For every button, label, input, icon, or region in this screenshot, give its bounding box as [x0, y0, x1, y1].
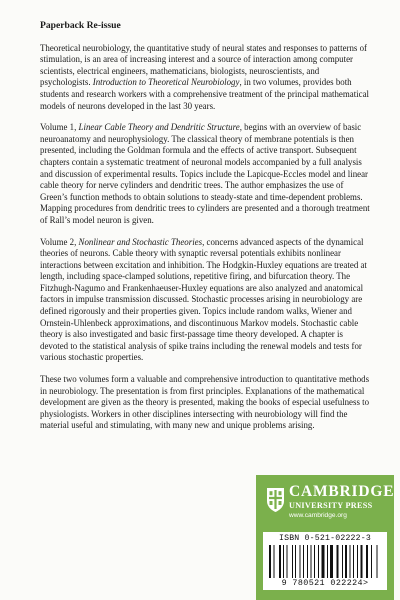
reissue-heading: Paperback Re-issue [40, 20, 121, 31]
barcode-bar [330, 545, 333, 578]
blurb-paragraph [40, 43, 370, 113]
blurb-text [40, 20, 370, 442]
barcode-bar [342, 545, 343, 578]
barcode-bar [322, 545, 325, 578]
barcode-bar [377, 545, 378, 578]
publisher-name: CAMBRIDGE [289, 483, 395, 500]
barcode-bar [350, 545, 351, 578]
barcode-bar [345, 545, 347, 578]
barcode-label [263, 532, 387, 590]
paragraph-text: These two volumes form a valuable and comprehensive introduction to quantitative methods in neurobiology. The presentation is from first principles. Explanations of the mathematical development are given as the theory is presented, making the books of especial usefulness to physiologists. Workers in other disciplines intersecting with neurobiology will find the material useful and stimulating, with many new and unique problems arising. [40, 374, 370, 431]
paragraph-text: , in two volumes, provides both students and research workers with a comprehensive treatment of the principal mathematical models of neurons developed in the last 30 years. [40, 77, 369, 111]
book-title-text: Linear Cable Theory and Dendritic Structure [78, 122, 240, 133]
barcode-bar [303, 545, 304, 578]
paragraph-text: , concerns advanced aspects of the dynamical theories of neurons. Cable theory with synaptic reversal potentials exhibits nonlinear interactions between excitation and inhibition. The Hodgkin-Huxley equations are treated at length, including space-clamped solutions, repetitive firing, and bifurcation theory. The Fitzhugh-Nagumo and Frankenhaeuser-Huxley equations are also analyzed and anatomical factors in impulse transmission discussed. Stochastic processes arising in neurobiology are defined rigorously and their properties given. Topics include random walks, Wiener and Ornstein-Uhlenbeck approximations, and discontinuous Markov models. Stochastic cable theory is also investigated and basic first-passage time theory developed. A chapter is devoted to the statistical analysis of spike trains including the renewal models and tests for various stochastic properties. [40, 236, 367, 363]
publisher-url: www.cambridge.org [289, 512, 347, 519]
barcode-bar [269, 545, 271, 578]
barcode-bar [292, 545, 293, 578]
barcode-bar [366, 545, 368, 578]
barcode-bar [327, 545, 328, 578]
barcode-bar [300, 545, 301, 578]
blurb-paragraph [40, 374, 370, 432]
barcode-addon-mark: > [362, 578, 369, 588]
blurb-paragraph [40, 122, 370, 226]
paragraph-text: Volume 2, [40, 236, 79, 247]
book-title-text: Introduction to Theoretical Neurobiology [92, 77, 240, 88]
barcode-bar [371, 545, 372, 578]
barcode-bar [311, 545, 312, 578]
blurb-paragraph [40, 237, 370, 365]
barcode-bar [279, 545, 281, 578]
blurb-paragraphs [40, 43, 370, 432]
publisher-subname: UNIVERSITY PRESS [289, 501, 373, 510]
barcode-bar [274, 545, 275, 578]
paragraph-text: Volume 1, [40, 122, 79, 133]
barcode-bars [269, 545, 381, 578]
barcode-bar [353, 545, 354, 578]
paragraph-text: , begins with an overview of basic neuroanatomy and neurophysiology. The classical theory of membrane potentials is then presented, including the Goldman formula and the effects of active transport. Subsequent chapters contain a systematic treatment of neuronal models accompanied by a full analysis and discussion of experimental results. Topics include the Lapicque-Eccles model and linear cable theory for nerve cylinders and dendritic trees. The author emphasizes the use of Green’s function methods to obtain solutions to steady-state and time-dependent problems. Mapping procedures from dendritic trees to cylinders are presented and a thorough treatment of Rall’s model neuron is given. [40, 122, 370, 225]
cambridge-shield-icon [266, 487, 285, 513]
barcode-digits [263, 578, 387, 588]
barcode-bar [318, 545, 319, 578]
book-title-text: Nonlinear and Stochastic Theories [78, 236, 203, 247]
barcode-bar [283, 545, 284, 578]
barcode-bar [357, 545, 358, 578]
paragraph-text: Theoretical neurobiology, the quantitative study of neural states and responses to patterns of stimulation, is an area of increasing interest and a source of interaction among computer scientists, electrical engineers, mathematicians, biologists, neuroscientists, and psychologists. [40, 42, 367, 88]
isbn-text: ISBN 0-521-02222-3 [278, 534, 372, 543]
publisher-panel [256, 475, 394, 600]
barcode-bar [314, 545, 315, 578]
publisher-logo [256, 483, 394, 531]
barcode-bar [307, 545, 308, 578]
barcode-bar [337, 545, 339, 578]
barcode-bar [361, 545, 363, 578]
barcode-bar [295, 545, 296, 578]
barcode-number: 9 780521 022224 [281, 578, 363, 588]
barcode-bar [287, 545, 288, 578]
